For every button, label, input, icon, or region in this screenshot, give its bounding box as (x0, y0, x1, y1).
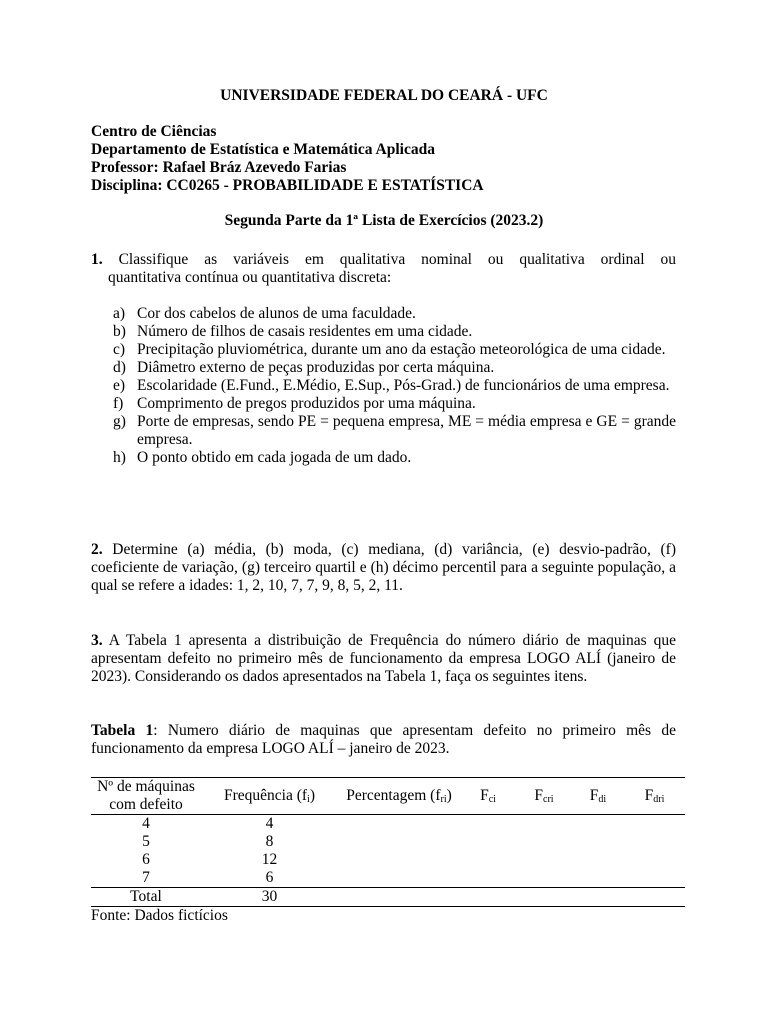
cell-total-value: 30 (261, 888, 278, 905)
cell-empty (338, 869, 460, 888)
item-text: Número de filhos de casais residentes em uma cidade. (137, 323, 473, 340)
cell-empty (572, 833, 624, 851)
list-item (113, 323, 676, 341)
cell-frequency: 8 (265, 833, 274, 850)
table-source: Fonte: Dados fictícios (91, 907, 228, 924)
question-2-text: Determine (a) média, (b) moda, (c) mediana, (d) variância, (e) desvio-padrão, (f) coeficiente de variação, (g) terceiro quartil e (h) décimo percentil para a seguinte população, a qual se refere a idades: 1, 2, 10, 7, 7, 9, 8, 5, 2, 11. (91, 541, 677, 594)
course-name: Disciplina: CC0265 - PROBABILIDADE E ESTATÍSTICA (91, 177, 484, 194)
cell-empty (516, 851, 572, 869)
cell-machines: 6 (142, 851, 150, 868)
item-text: Porte de empresas, sendo PE = pequena empresa, ME = média empresa e GE = grande empresa. (137, 413, 676, 448)
cell-frequency: 4 (265, 815, 274, 832)
item-text: Precipitação pluviométrica, durante um ano da estação meteorológica de uma cidade. (137, 341, 666, 358)
table-header-row (91, 778, 685, 815)
header-percentage (338, 778, 460, 815)
header-fdi-sub: di (598, 794, 607, 805)
cell-empty (460, 888, 516, 907)
question-1 (91, 251, 676, 287)
center-name: Centro de Ciências (91, 123, 217, 140)
frequency-table (91, 777, 685, 907)
cell-empty (338, 888, 460, 907)
cell-empty (516, 833, 572, 851)
cell-empty (460, 833, 516, 851)
header-fci-sub: ci (488, 794, 496, 805)
cell-empty (624, 888, 685, 907)
header-fcri-text: F (534, 787, 544, 804)
cell-empty (572, 888, 624, 907)
item-label: a) (113, 305, 126, 322)
item-label: h) (113, 449, 126, 466)
header-frequency-end: ) (309, 787, 315, 804)
cell-empty (572, 851, 624, 869)
list-item (113, 395, 676, 413)
header-percentage-sub: ri (440, 794, 447, 805)
list-item (113, 413, 676, 449)
list-item (113, 341, 676, 359)
header-fcri-sub: cri (543, 794, 554, 805)
university-title: UNIVERSIDADE FEDERAL DO CEARÁ - UFC (220, 87, 548, 104)
item-label: e) (113, 377, 126, 394)
header-fci-text: F (480, 787, 489, 804)
question-1-number: 1. (91, 251, 103, 268)
cell-machines: 7 (142, 869, 150, 886)
cell-empty (516, 815, 572, 834)
cell-empty (460, 851, 516, 869)
header-fdri-sub: dri (653, 794, 665, 805)
cell-empty (572, 869, 624, 888)
cell-empty (624, 815, 685, 834)
question-1-text-1: Classifique as variáveis em qualitativa nominal ou qualitativa ordinal ou (118, 251, 676, 268)
table-row (91, 815, 685, 834)
header-fcri (516, 778, 572, 815)
question-1-line1 (91, 251, 676, 269)
question-1-text-2: quantitativa contínua ou quantitativa discreta: (108, 269, 392, 286)
cell-empty (572, 815, 624, 834)
cell-empty (338, 815, 460, 834)
header-machines (91, 778, 201, 815)
question-3-text: A Tabela 1 apresenta a distribuição de Frequência do número diário de maquinas que apresentam defeito no primeiro mês de funcionamento da empresa LOGO ALÍ (janeiro de 2023). Considerando os dados apresentados na Tabela 1, faça os seguintes itens. (91, 632, 676, 685)
item-text: O ponto obtido em cada jogada de um dado. (137, 449, 412, 466)
header-frequency (201, 778, 338, 815)
header-frequency-sub: i (307, 794, 310, 805)
item-text: Diâmetro externo de peças produzidas por certa máquina. (137, 359, 495, 376)
cell-frequency: 12 (261, 851, 278, 868)
header-fdri-text: F (644, 787, 654, 804)
header-percentage-end: ) (446, 787, 452, 804)
cell-empty (460, 869, 516, 888)
item-text: Comprimento de pregos produzidos por uma máquina. (137, 395, 476, 412)
table-total-row (91, 888, 685, 907)
question-3 (91, 632, 676, 686)
header-fdi-text: F (589, 787, 599, 804)
list-item (113, 305, 676, 323)
cell-empty (516, 888, 572, 907)
cell-empty (624, 851, 685, 869)
question-1-items (113, 305, 676, 467)
item-label: d) (113, 359, 126, 376)
course-header (91, 123, 484, 195)
cell-empty (624, 869, 685, 888)
cell-empty (516, 869, 572, 888)
table-caption-label: Tabela 1 (91, 722, 154, 739)
header-frequency-text: Frequência (f (223, 787, 308, 804)
cell-empty (624, 833, 685, 851)
item-text: Cor dos cabelos de alunos de uma faculdade. (137, 305, 416, 322)
list-item (113, 377, 676, 395)
department-name: Departamento de Estatística e Matemática Aplicada (91, 141, 435, 158)
question-3-number: 3. (91, 632, 103, 649)
cell-empty (460, 815, 516, 834)
item-label: b) (113, 323, 126, 340)
cell-total-label: Total (130, 888, 162, 905)
list-item (113, 359, 676, 377)
table-caption-text: : Numero diário de maquinas que apresentam defeito no primeiro mês de funcionamento da empresa LOGO ALÍ – janeiro de 2023. (91, 722, 676, 757)
item-label: f) (113, 395, 124, 412)
header-fdi (572, 778, 624, 815)
item-label: g) (113, 413, 126, 430)
cell-empty (338, 833, 460, 851)
cell-empty (338, 851, 460, 869)
cell-machines: 5 (142, 833, 150, 850)
question-2 (91, 541, 676, 595)
header-machines-line1: Nº de máquinas (97, 778, 195, 795)
cell-machines: 4 (142, 815, 150, 832)
table-caption (91, 722, 676, 758)
table-row (91, 869, 685, 888)
header-fdri (624, 778, 685, 815)
list-title: Segunda Parte da 1ª Lista de Exercícios (2023.2) (224, 212, 544, 229)
header-percentage-text: Percentagem (f (346, 787, 441, 804)
item-label: c) (113, 341, 126, 358)
question-2-number: 2. (91, 541, 103, 558)
table-row (91, 851, 685, 869)
list-item (113, 449, 676, 467)
cell-frequency: 6 (265, 869, 274, 886)
table-row (91, 833, 685, 851)
header-fci (460, 778, 516, 815)
item-text: Escolaridade (E.Fund., E.Médio, E.Sup., Pós-Grad.) de funcionários de uma empresa. (137, 377, 670, 394)
professor-name: Professor: Rafael Bráz Azevedo Farias (91, 159, 347, 176)
header-machines-line2: com defeito (109, 796, 183, 813)
